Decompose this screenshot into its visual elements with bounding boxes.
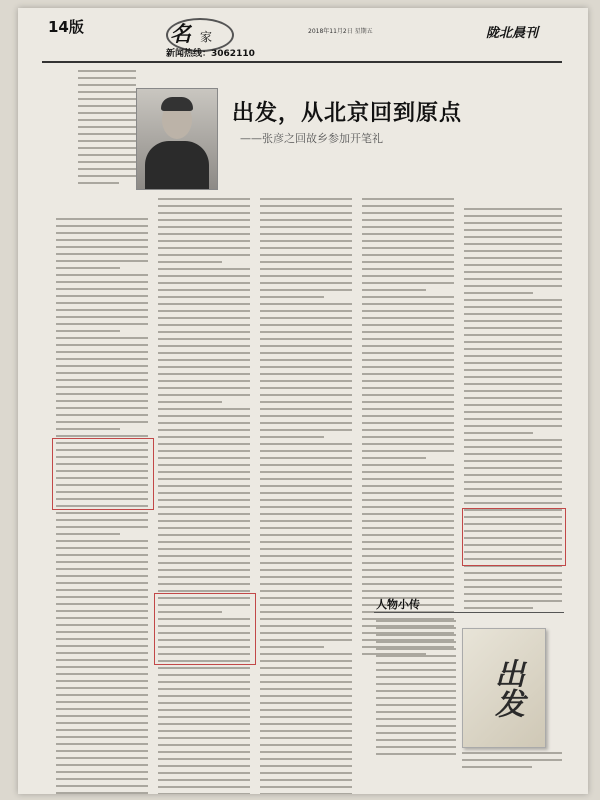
body-column-4	[362, 198, 454, 660]
article-title: 出发，从北京回到原点	[232, 101, 463, 126]
page-header	[18, 8, 588, 60]
body-column-2	[158, 198, 250, 794]
hotline-label: 新闻热线：	[166, 49, 212, 59]
date-line: 2018年11月2日 星期五	[308, 28, 373, 35]
column-name-small: 家	[200, 30, 213, 44]
body-column-3	[260, 198, 352, 794]
highlight-box	[52, 438, 154, 510]
news-hotline	[166, 46, 255, 59]
hotline-number: 3062110	[211, 49, 255, 59]
bio-block	[78, 70, 136, 189]
sidebar-title: 人物小传	[376, 598, 420, 611]
column-name-big: 名	[170, 21, 191, 46]
newspaper-page	[18, 8, 588, 794]
sidebar-text	[376, 620, 456, 760]
author-photo	[136, 88, 218, 190]
sidebar-text-bottom	[462, 752, 562, 773]
header-rule	[42, 61, 562, 63]
page-number: 14版	[48, 18, 84, 36]
article-subtitle: ——张彦之回故乡参加开笔礼	[240, 132, 383, 145]
highlight-box	[154, 593, 256, 665]
book-cover-title: 出发	[489, 658, 524, 718]
sidebar-rule	[374, 612, 564, 613]
highlight-box	[462, 508, 566, 566]
masthead: 陇北晨刊	[486, 26, 539, 41]
